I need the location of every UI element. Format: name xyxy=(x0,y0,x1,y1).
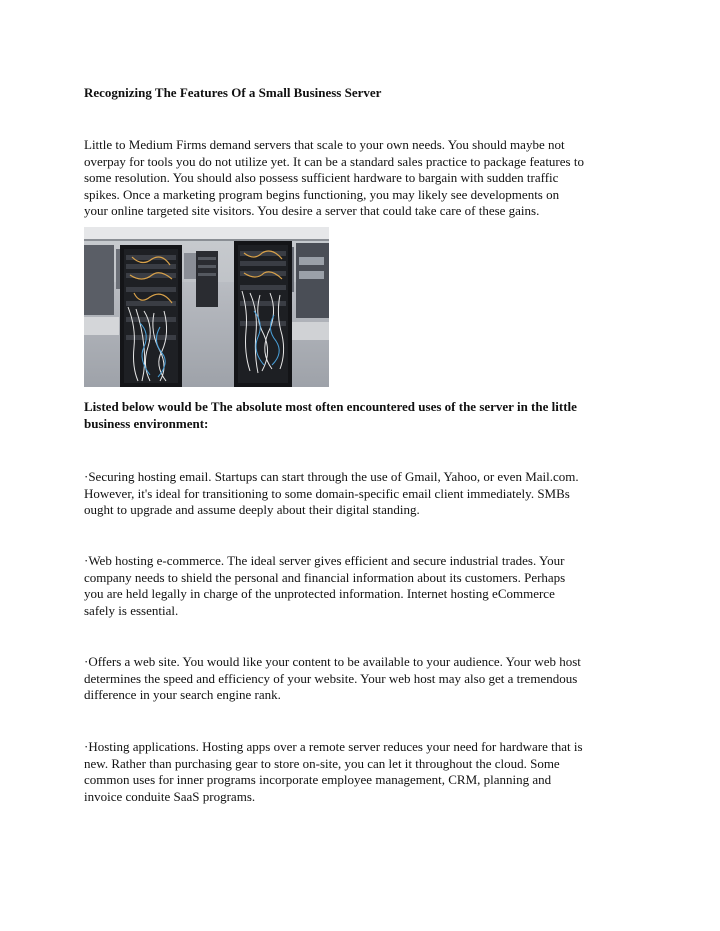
list-item-applications xyxy=(84,739,644,805)
list-item-line: ·Web hosting e-commerce. The ideal server gives efficient and secure industrial trades. Your xyxy=(84,553,565,568)
list-item-line: difference in your search engine rank. xyxy=(84,687,281,702)
list-item-line: new. Rather than purchasing gear to store on-site, you can let it throughout the cloud. Some xyxy=(84,755,560,771)
list-item-website xyxy=(84,654,644,704)
server-racks-photo xyxy=(84,227,329,387)
list-item-line: safely is essential. xyxy=(84,602,179,618)
uses-heading xyxy=(84,398,644,432)
uses-heading-line: business environment: xyxy=(84,416,209,431)
list-item-line: ·Hosting applications. Hosting apps over a remote server reduces your need for hardware that is xyxy=(84,739,583,754)
uses-heading-line: Listed below would be The absolute most often encountered uses of the server in the little xyxy=(84,399,577,414)
list-item-line: you are held legally in charge of the unprotected information. Internet hosting eCommerce xyxy=(84,586,555,601)
intro-line: Little to Medium Firms demand servers that scale to your own needs. You should maybe not xyxy=(84,137,565,152)
intro-line: your online targeted site visitors. You desire a server that could take care of these gains. xyxy=(84,203,540,218)
list-item-line: ought to upgrade and assume deeply about their digital standing. xyxy=(84,502,420,517)
list-item-line: determines the speed and efficiency of your website. Your web host may also get a tremendous xyxy=(84,670,578,686)
list-item-line: company needs to shield the personal and financial information about its customers. Perhaps xyxy=(84,569,566,585)
article-title: Recognizing The Features Of a Small Business Server xyxy=(84,85,382,100)
list-item-line: invoice conduite SaaS programs. xyxy=(84,788,256,804)
intro-line: spikes. Once a marketing program begins functioning, you may likely see developments on xyxy=(84,186,560,202)
intro-line: overpay for tools you do not utilize yet. It can be a standard sales practice to package features to xyxy=(84,153,584,169)
list-item-line: common uses for inner programs incorporate employee management, CRM, planning and xyxy=(84,772,552,787)
list-item-line: ·Offers a web site. You would like your content to be available to your audience. Your web host xyxy=(84,654,581,669)
intro-line: some resolution. You should also possess sufficient hardware to bargain with sudden traffic xyxy=(84,170,559,185)
list-item-email xyxy=(84,469,644,519)
intro-paragraph xyxy=(84,137,644,220)
list-item-ecommerce xyxy=(84,553,644,619)
list-item-line: However, it's ideal for transitioning to some domain-specific email client immediately. SMBs xyxy=(84,485,570,501)
list-item-line: ·Securing hosting email. Startups can start through the use of Gmail, Yahoo, or even Mail.com. xyxy=(84,469,579,484)
